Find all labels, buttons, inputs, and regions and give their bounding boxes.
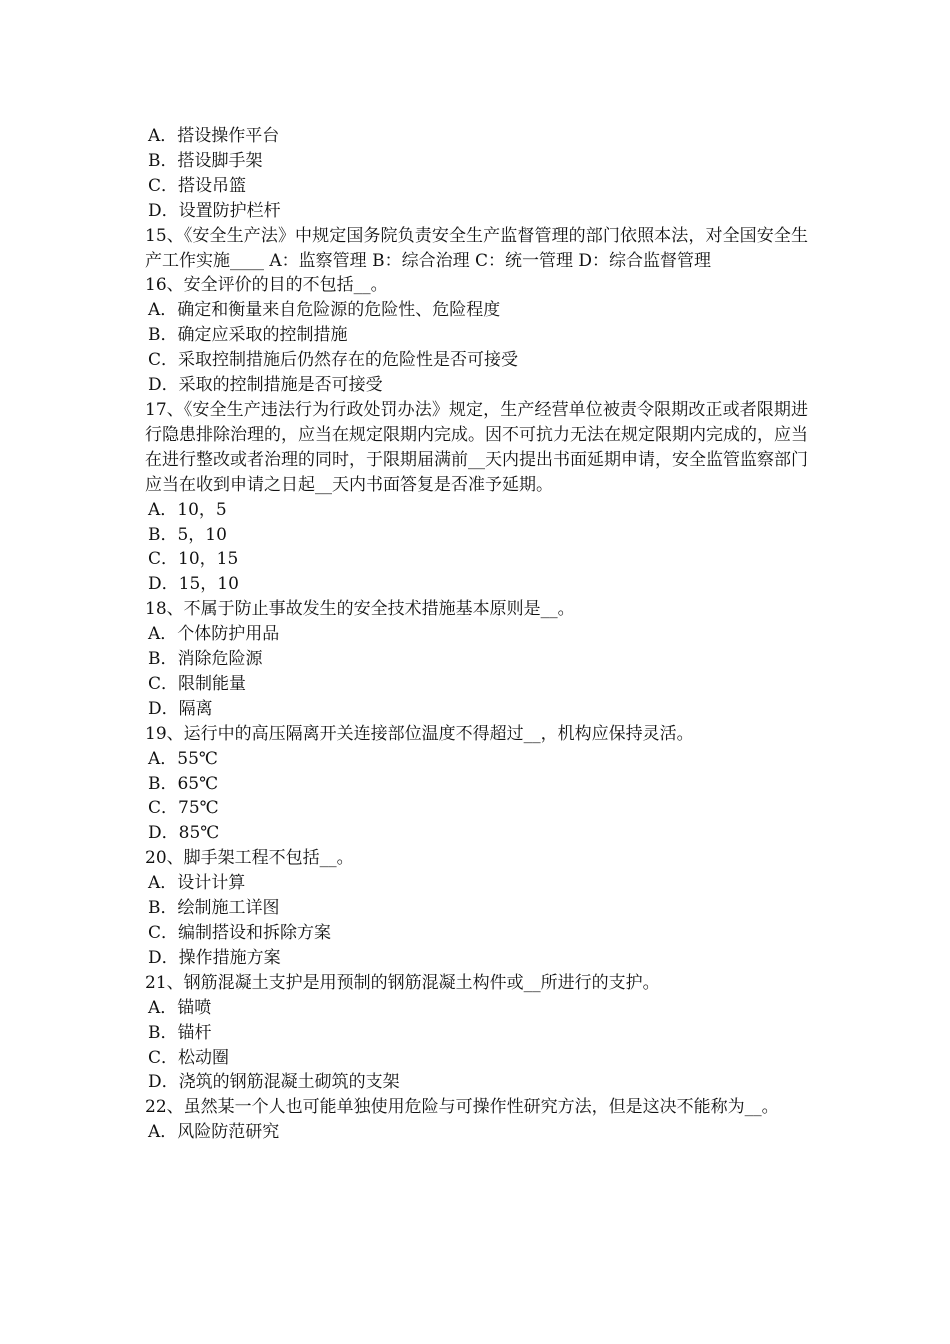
option-line: C．限制能量 — [148, 673, 247, 694]
option-line: D．浇筑的钢筋混凝土砌筑的支架 — [148, 1072, 400, 1093]
option-line: B．锚杆 — [148, 1022, 212, 1043]
question-22: 22、虽然某一个人也可能单独使用危险与可操作性研究方法，但是这决不能称为__。 — [145, 1097, 779, 1118]
question-15: 15、《安全生产法》中规定国务院负责安全生产监督管理的部门依照本法，对全国安全生产工作实施____ A：监察管理 B：综合治理 C：统一管理 D：综合监督管理 — [145, 225, 808, 271]
question-16: 16、安全评价的目的不包括__。 — [145, 275, 388, 296]
option-line: A．搭设操作平台 — [148, 126, 280, 146]
option-line: B．搭设脚手架 — [148, 150, 263, 171]
option-line: B．65℃ — [148, 773, 219, 794]
question-20: 20、脚手架工程不包括__。 — [145, 848, 354, 869]
option-line: D．操作措施方案 — [148, 947, 281, 968]
option-line: B．确定应采取的控制措施 — [148, 325, 348, 346]
option-line: C．10，15 — [148, 549, 239, 570]
option-line: C．75℃ — [148, 798, 219, 819]
option-line: D．15，10 — [148, 574, 239, 595]
option-line: B．5，10 — [148, 524, 227, 545]
option-line: A．风险防范研究 — [148, 1122, 280, 1143]
option-line: D．隔离 — [148, 698, 213, 719]
option-line: B．绘制施工详图 — [148, 898, 280, 919]
option-line: D．设置防护栏杆 — [148, 200, 281, 221]
document-page — [145, 124, 808, 1145]
option-line: C．采取控制措施后仍然存在的危险性是否可接受 — [148, 350, 519, 371]
option-line: A．确定和衡量来自危险源的危险性、危险程度 — [148, 300, 501, 321]
option-line: A．个体防护用品 — [148, 624, 280, 645]
option-line: A．55℃ — [148, 748, 218, 769]
option-line: B．消除危险源 — [148, 649, 263, 670]
question-19: 19、运行中的高压隔离开关连接部位温度不得超过__，机构应保持灵活。 — [145, 723, 694, 744]
question-17: 17、《安全生产违法行为行政处罚办法》规定，生产经营单位被责令限期改正或者限期进行隐患排除治理的，应当在规定限期内完成。因不可抗力无法在规定限期内完成的，应当在进行整改或者治理的同时，于限期届满前__天内提出书面延期申请，安全监管监察部门应当在收到申请之日起__天内书面答复是否准予延期。 — [145, 399, 808, 495]
option-line: A．设计计算 — [148, 873, 246, 894]
question-18: 18、不属于防止事故发生的安全技术措施基本原则是__。 — [145, 599, 575, 620]
option-line: C．编制搭设和拆除方案 — [148, 923, 332, 943]
option-line: A．10，5 — [148, 499, 227, 520]
option-line: D．85℃ — [148, 823, 220, 844]
question-21: 21、钢筋混凝土支护是用预制的钢筋混凝土构件或__所进行的支护。 — [145, 972, 660, 993]
option-line: C．松动圈 — [148, 1047, 230, 1068]
option-line: D．采取的控制措施是否可接受 — [148, 375, 383, 396]
option-line: A．锚喷 — [148, 997, 212, 1018]
option-line: C．搭设吊篮 — [148, 175, 247, 196]
